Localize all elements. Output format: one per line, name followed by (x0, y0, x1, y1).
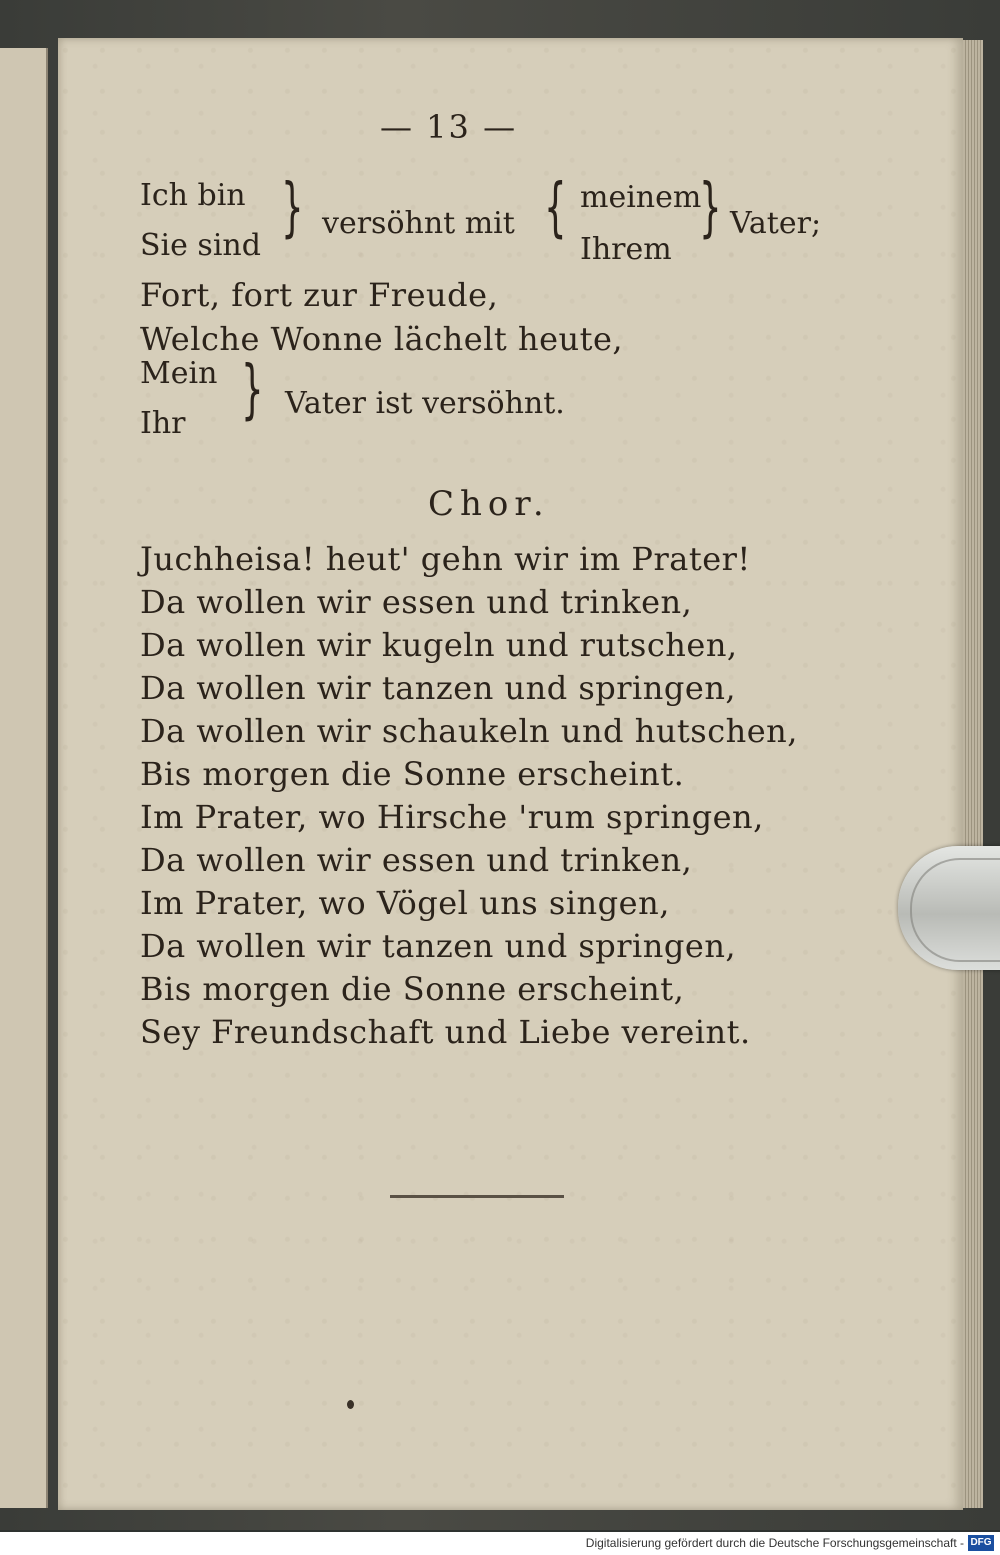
left-brace: { (544, 171, 567, 245)
page-stack-edge (963, 40, 983, 1508)
chorus-line: Bis morgen die Sonne erscheint, (140, 970, 685, 1008)
facing-page-edge (0, 48, 48, 1508)
stanza1-left-bottom: Sie sind (140, 228, 261, 263)
chorus-line: Bis morgen die Sonne erscheint. (140, 755, 685, 793)
chorus-line: Sey Freundschaft und Liebe vereint. (140, 1013, 751, 1051)
stanza1-end: Vater; (730, 206, 822, 241)
chorus-line: Da wollen wir essen und trinken, (140, 841, 693, 879)
chorus-line: Im Prater, wo Vögel uns singen, (140, 884, 670, 922)
verse-line: Welche Wonne lächelt heute, (140, 320, 624, 358)
stanza1-right-top: meinem (580, 180, 702, 215)
chorus-heading: Chor. (428, 484, 550, 524)
footer-bar (0, 1532, 1000, 1555)
chorus-line: Da wollen wir essen und trinken, (140, 583, 693, 621)
chorus-line: Da wollen wir schaukeln und hutschen, (140, 712, 798, 750)
stanza1-right-bottom: Ihrem (580, 232, 672, 267)
stanza2-left-bottom: Ihr (140, 406, 186, 441)
stanza2-left-top: Mein (140, 356, 218, 391)
page-number: — 13 — (380, 108, 518, 146)
stanza2-right: Vater ist versöhnt. (285, 386, 565, 421)
chorus-line: Im Prater, wo Hirsche 'rum springen, (140, 798, 764, 836)
chorus-line: Da wollen wir tanzen und springen, (140, 927, 737, 965)
verse-line: Fort, fort zur Freude, (140, 276, 499, 314)
right-brace: } (699, 171, 722, 245)
right-brace: } (241, 353, 264, 427)
stanza1-left-top: Ich bin (140, 178, 246, 213)
right-brace: } (281, 171, 304, 245)
dfg-logo: DFG (968, 1535, 994, 1551)
chorus-line: Juchheisa! heut' gehn wir im Prater! (140, 540, 751, 578)
chorus-line: Da wollen wir tanzen und springen, (140, 669, 737, 707)
ink-dot (347, 1400, 354, 1409)
stanza1-middle: versöhnt mit (322, 206, 515, 241)
chorus-line: Da wollen wir kugeln und rutschen, (140, 626, 738, 664)
end-rule (390, 1195, 564, 1198)
footer-credit: Digitalisierung gefördert durch die Deutsche Forschungsgemeinschaft - (585, 1536, 964, 1550)
